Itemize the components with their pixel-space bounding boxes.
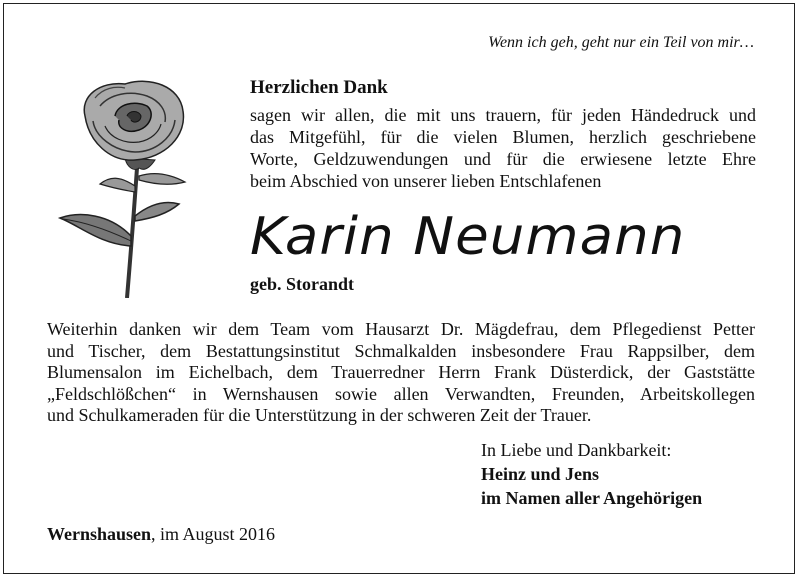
thanks-line: und Schulkameraden für die Unterstützung in der schweren Zeit der Trauer. (47, 405, 592, 425)
signers: Heinz und Jens (481, 464, 600, 484)
motto: Wenn ich geh, geht nur ein Teil von mir… (488, 34, 754, 51)
intro-line: sagen wir allen, die mit uns trauern, für jeden Händedruck und (250, 105, 756, 125)
signers-sub: im Namen aller Angehörigen (481, 488, 703, 508)
thanks-line: „Feldschlößchen“ in Wernshausen sowie allen Verwandten, Freunden, Arbeitskollegen (47, 383, 755, 404)
intro-line: beim Abschied von unserer lieben Entschlafenen (250, 171, 602, 191)
signature-block (481, 438, 702, 510)
place-date (47, 524, 275, 545)
thanks-line: und Tischer, dem Bestattungsinstitut Schmalkalden insbesondere Frau Rappsilber, dem (47, 340, 755, 361)
thanks-heading: Herzlichen Dank (250, 77, 388, 98)
closing-text: In Liebe und Dankbarkeit: (481, 440, 672, 460)
rose-icon (55, 76, 205, 298)
intro-line: das Mitgefühl, für die vielen Blumen, herzlich geschriebene (250, 127, 756, 147)
date: , im August 2016 (151, 524, 276, 544)
thanks-line: Blumensalon im Eichelbach, dem Trauerredner Herrn Frank Düsterdick, der Gaststätte (47, 362, 755, 382)
birth-name: geb. Storandt (250, 274, 355, 294)
deceased-name: Karin Neumann (250, 207, 686, 267)
thanks-line: Weiterhin danken wir dem Team vom Hausarzt Dr. Mägdefrau, dem Pflegedienst Petter (47, 319, 755, 339)
place: Wernshausen (47, 524, 152, 544)
thanks-paragraph (47, 319, 755, 427)
intro-paragraph (250, 104, 756, 192)
intro-line: Worte, Geldzuwendungen und für die erwiesene letzte Ehre (250, 149, 756, 169)
